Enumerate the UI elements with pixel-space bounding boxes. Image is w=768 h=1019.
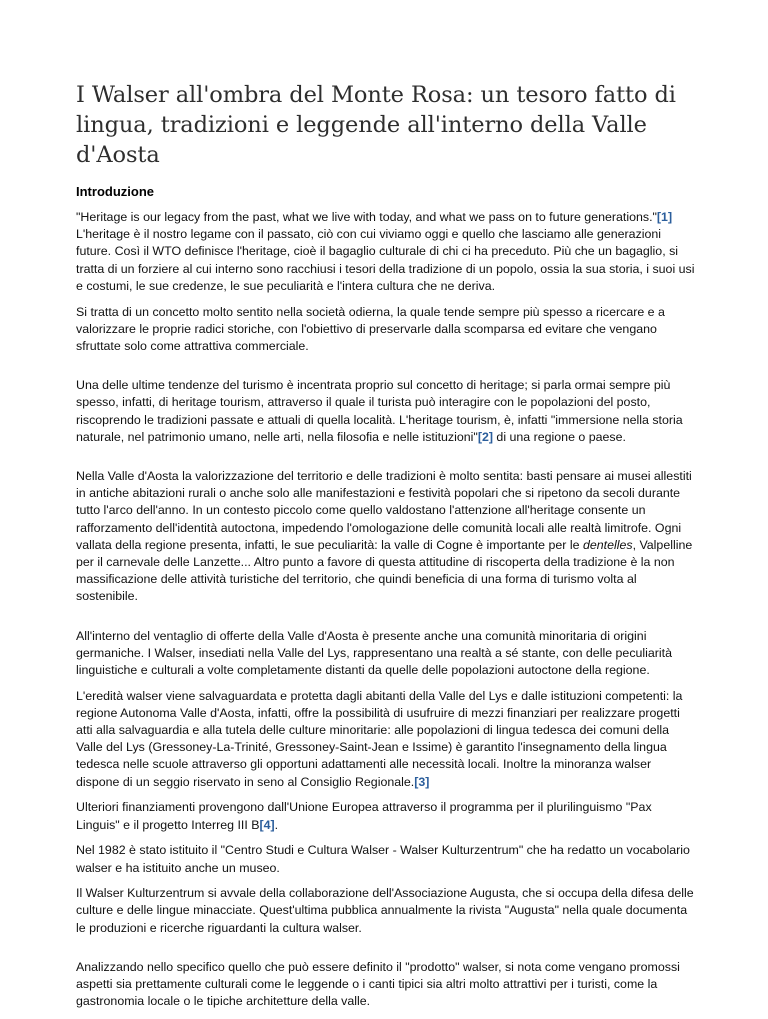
paragraph-8: Nel 1982 è stato istituito il "Centro Studi e Cultura Walser - Walser Kulturzentrum" che ha redatto un vocabolario walser e ha istituito anche un museo.	[76, 843, 690, 875]
paragraph-2: Si tratta di un concetto molto sentito nella società odierna, la quale tende sempre più spesso a ricercare e a valorizzare le proprie radici storiche, con l'obiettivo di preservarle dalla scomparsa ed evitare che vengano sfruttate solo come attrattiva commerciale.	[76, 304, 665, 353]
footnote-link-3[interactable]: [3]	[414, 774, 430, 789]
paragraph-5: All'interno del ventaglio di offerte della Valle d'Aosta è presente anche una comunità minoritaria di origini germaniche. I Walser, insediati nella Valle del Lys, rappresentano una realtà a sé stante, con delle peculiarità linguistiche e culturali a volte completamente distanti da quelle delle popolazioni autoctone della regione.	[76, 628, 673, 677]
paragraph-9: Il Walser Kulturzentrum si avvale della collaborazione dell'Associazione Augusta, che si occupa della difesa delle culture e delle lingue minacciate. Quest'ultima pubblica annualmente la rivista "Augusta" nella quale documenta le produzioni e ricerche riguardanti la cultura walser.	[76, 886, 694, 935]
paragraph-7	[76, 799, 696, 833]
paragraph-6	[76, 688, 696, 791]
page-title: I Walser all'ombra del Monte Rosa: un tesoro fatto di lingua, tradizioni e leggende all'interno della Valle d'Aosta	[76, 82, 676, 168]
footnote-link-1[interactable]: [1]	[656, 210, 673, 224]
paragraph-1-text-b: L'heritage è il nostro legame con il passato, ciò con cui viviamo oggi e quello che lasciamo alle generazioni future. Così il WTO definisce l'heritage, cioè il bagaglio culturale di chi ci ha preceduto. Più che un bagaglio, si tratta di un forziere al cui interno sono racchiusi i tesori della tradizione di un popolo, ossia la sua storia, i suoi usi e costumi, le sue credenze, le sue peculiarità e l'intera cultura che ne deriva.	[76, 227, 695, 293]
paragraph-7-text-b: .	[274, 817, 279, 832]
paragraph-1-text-a: "Heritage is our legacy from the past, what we live with today, and what we pass on to future generations."	[76, 210, 657, 224]
paragraph-4-emphasis: dentelles	[582, 537, 633, 552]
footnote-link-4[interactable]: [4]	[259, 817, 275, 832]
paragraph-4-text-b: , Valpelline per il carnevale delle Lanzette... Altro punto a favore di questa attitudine di riscoperta della tradizione è la non massificazione delle attività turistiche del territorio, che quindi beneficia di una forma di turismo volta al sostenibile.	[76, 537, 693, 604]
paragraph-3-text-b: di una regione o paese.	[492, 429, 626, 444]
paragraph-7-text-a: Ulteriori finanziamenti provengono dall'Unione Europea attraverso il programma per il plurilinguismo "Pax Linguis" e il progetto Interreg III B	[76, 800, 652, 832]
paragraph-10: Analizzando nello specifico quello che può essere definito il "prodotto" walser, si nota come vengano promossi aspetti sia prettamente culturali come le leggende o i canti tipici sia altri molto attrattivi per i turisti, come la gastronomia locale o le tipiche architetture della valle.	[76, 959, 680, 1009]
paragraph-6-text-a: L'eredità walser viene salvaguardata e protetta dagli abitanti della Valle del Lys e dalle istituzioni competenti: la regione Autonoma Valle d'Aosta, infatti, offre la possibilità di usufruire di mezzi finanziari per realizzare progetti atti alla salvaguardia e alla tutela delle culture minoritarie: alle popolazioni di lingua tedesca dei comuni della Valle del Lys (Gressoney-La-Trinité, Gressoney-Saint-Jean e Issime) è garantito l'insegnamento della lingua tedesca nelle scuole attraverso gli opportuni adattamenti alle necessità locali. Inoltre la minoranza walser dispone di un seggio riservato in seno al Consiglio Regionale.	[76, 688, 683, 789]
paragraph-1	[76, 209, 696, 295]
document-page	[76, 80, 696, 1019]
paragraph-4	[76, 468, 696, 606]
section-heading: Introduzione	[76, 184, 154, 199]
footnote-link-2[interactable]: [2]	[477, 429, 493, 444]
paragraph-3-text-a: Una delle ultime tendenze del turismo è incentrata proprio sul concetto di heritage; si parla ormai sempre più spesso, infatti, di heritage tourism, attraverso il quale il turista può interagire con le popolazioni del posto, riscoprendo le tradizioni passate e attuali di quella località. L'heritage tourism, è, infatti "immersione nella storia naturale, nel patrimonio umano, nelle arti, nella filosofia e nelle istituzioni"	[76, 378, 683, 444]
paragraph-3	[76, 377, 696, 446]
paragraph-4-text-a: Nella Valle d'Aosta la valorizzazione del territorio e delle tradizioni è molto sentita: basti pensare ai musei allestiti in antiche abitazioni rurali o anche solo alle manifestazioni e festività popolari che si ripetono da secoli durante tutto l'arco dell'anno. In un contesto piccolo come quello valdostano l'attenzione all'heritage consente un rafforzamento dell'identità autoctona, impedendo l'omologazione delle comunità locali alle realtà limitrofe. Ogni vallata della regione presenta, infatti, le sue peculiarità: la valle di Cogne è importante per le	[76, 468, 692, 552]
